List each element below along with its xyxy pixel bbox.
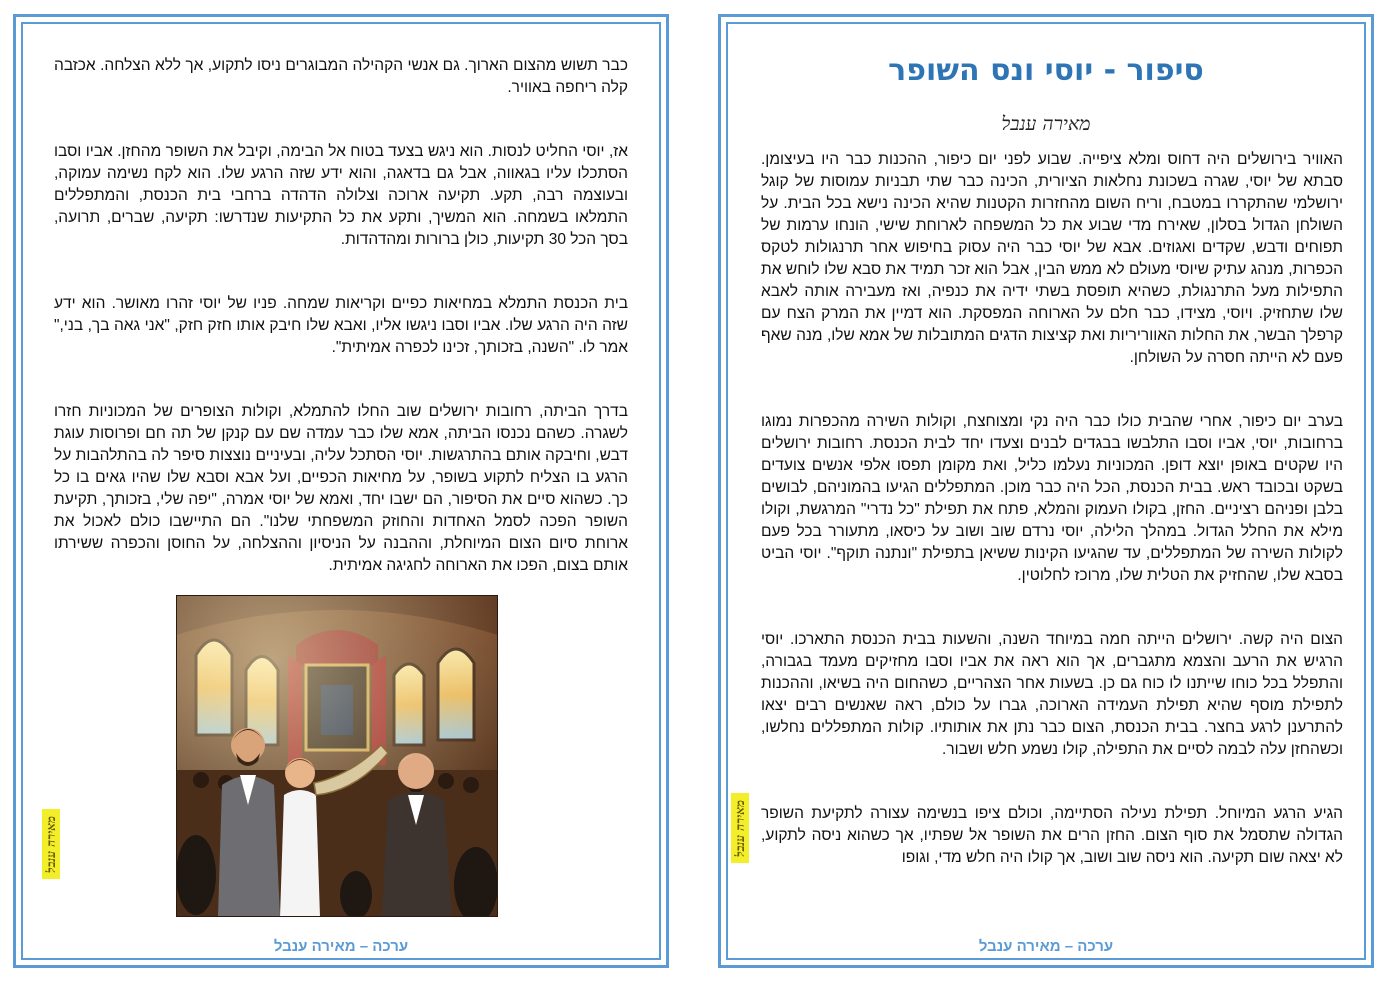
right-page-text <box>761 149 1343 911</box>
author-side-stamp: מאירה ענבל <box>42 809 60 879</box>
left-page <box>13 14 669 968</box>
right-paragraph-4: הגיע הרגע המיוחל. תפילת נעילה הסתיימה, וכולם ציפו בנשימה עצורה לתקיעת השופר הגדולה שתסמל את סוף הצום. החזן הרים את השופר אל שפתיו, אך כשהוא ניסה לתקוע, לא יצאה שום תקיעה. הוא ניסה שוב ושוב, אך קולו היה חלש מדי, וגופו <box>761 805 1343 866</box>
right-paragraph-3: הצום היה קשה. ירושלים הייתה חמה במיוחד השנה, והשעות בבית הכנסת התארכו. יוסי הרגיש את הרעב והצמא מתגברים, אך הוא ראה את אביו וסבו מחזיקים מעמד בגבורה, והתפלל בכל כוחו שייתנו לו כוח גם כן. בשעות אחר הצהריים, כשהחום היה בשיאו, וההכנות לתפילת מוסף שהיא תפילת העמידה הארוכה, גברו על כולם, ראה שאנשים רבים יצאו להתרענן לרגע בחצר. בבית הכנסת, הצום כבר נתן את אותותיו. קולות המתפללים נחלשו, וכשהחזן עלה לבמה לסיים את התפילה, קולו נשמע חלש ושבור. <box>761 631 1343 758</box>
left-page-text <box>54 55 628 619</box>
left-paragraph-1: כבר תשוש מהצום הארוך. גם אנשי הקהילה המבוגרים ניסו לתקוע, אך ללא הצלחה. אכזבה קלה ריחפה באוויר. <box>54 57 628 96</box>
story-author: מאירה ענבל <box>1001 113 1091 135</box>
author-side-stamp: מאירה ענבל <box>731 793 749 863</box>
left-paragraph-4: בדרך הביתה, רחובות ירושלים שוב החלו להתמלא, וקולות הצופרים של המכוניות חזרו לשגרה. כשהם נכנסו הביתה, אמא שלו כבר עמדה שם עם קנקן של תה חם ופרוסות עוגת דבש, וחיבקה אותם בהתרגשות. יוסי הסתכל עליה, ובעיניים נוצצות סיפר לה בהתלהבות על הרגע בו הצליח לתקוע בשופר, על מחיאות הכפיים, ועל אבא וסבא שלו שהיו גאים בו כל כך. כשהוא סיים את הסיפור, הם ישבו יחד, ואמא של יוסי אמרה, "יפה שלי, בזכותך, תקיעת השופר הפכה לסמל האחדות והחוזק המשפחתי שלנו". הם התיישבו כולם לאכול את ארוחת סיום הצום המיוחלת, וההבנה על הניסיון וההצלחה, על החוסן והכפרה ששירתו אותם בצום, הפכו את הארוחה לחגיגה אמיתית. <box>54 403 628 574</box>
left-paragraph-2: אז, יוסי החליט לנסות. הוא ניגש בצעד בטוח אל הבימה, וקיבל את השופר מהחזן. אביו וסבו הסתכלו עליו בגאווה, אבל גם בדאגה, והוא ידע שזה הרגע שלו. הוא לקח נשימה עמוקה, ובעוצמה רבה, תקע. תקיעה ארוכה וצלולה הדהדה ברחבי בית הכנסת, והמתפללים התמלאו בשמחה. הוא המשיך, ותקע את כל התקיעות שנדרשו: תקיעה, שברים, תרועה, בסך הכל 30 תקיעות, כולן ברורות ומהדהדות. <box>54 143 628 248</box>
left-paragraph-3: בית הכנסת התמלא במחיאות כפיים וקריאות שמחה. פניו של יוסי זהרו מאושר. הוא ידע שזה היה הרגע שלו. אביו וסבו ניגשו אליו, ואבא שלו חיבק אותו חזק חזק, "אני גאה בך, בני," אמר לו. "השנה, בזכותך, זכינו לכפרה אמיתית". <box>54 295 628 356</box>
synagogue-illustration <box>176 595 498 917</box>
footer-credit: ערכה – מאירה ענבל <box>978 938 1114 955</box>
right-paragraph-2: בערב יום כיפור, אחרי שהבית כולו כבר היה נקי ומצוחצח, וקולות השירה מהכפרות נמוגו ברחובות, יוסי, אביו וסבו התלבשו בבגדים לבנים וצעדו יחד לבית הכנסת. רחובות ירושלים היו שקטים באופן יוצא דופן. המכוניות נעלמו כליל, ואת מקומן תפסו אלפי אנשים צועדים בשקט ובכובד ראש. בבית הכנסת, הכל היה כבר מוכן. המתפללים הגיעו בהמוניהם, לבושים בלבן ופניהם רציניים. החזן, בקולו העמוק והמלא, פתח את תפילת "כל נדרי" המרגשת, וקולו מילא את החלל הגדול. במהלך הלילה, יוסי נרדם שוב ושוב על כיסאו, מתעורר בכל פעם לקולות השירה של המתפללים, עד שהגיעו הקינות ששיאן בתפילת "ונתנה תוקף". יוסי הביט בסבא שלו, שהחזיק את הטלית שלו, מרוכז לחלוטין. <box>761 413 1343 584</box>
right-paragraph-1: האוויר בירושלים היה דחוס ומלא ציפייה. שבוע לפני יום כיפור, ההכנות כבר היו בעיצומן. סבתא של יוסי, שגרה בשכונת נחלאות הציורית, הכינה כבר שתי תבניות עמוסות של קוגל ירושלמי שהתקררו במטבח, וריח השום מהחזרות הקטנות שהיא הכינה נישא בכל הבית. על השולחן הגדול בסלון, שאירח מדי שבוע את כל המשפחה לארוחת שישי, הונחו ערמות של תפוחים ודבש, שקדים ואגוזים. אבא של יוסי כבר היה עסוק בחיפוש אחר תרנגולות לטקס הכפרות, מנהג עתיק שיוסי מעולם לא ממש הבין, אבל הוא זכר תמיד את סבא שלו לוחש את התפילות מעל התרנגולת, כשהיא תופסת בשתי ידיה את כנפיה, ואז מעבירה אותה לאבא שלו שתחזיק. ויוסי, מצידו, כבר חלם על הארוחה המפסקת. הוא דמיין את המרק הצח עם קרפלך הבשר, את החלות האווריריות ואת קציצות הדגים המתובלות של אמא שלו, מנה שאף פעם לא הייתה חסרה על השולחן. <box>761 151 1343 366</box>
footer-credit: ערכה – מאירה ענבל <box>273 938 409 955</box>
story-title: סיפור - יוסי ונס השופר <box>888 53 1204 88</box>
right-page <box>718 14 1374 968</box>
